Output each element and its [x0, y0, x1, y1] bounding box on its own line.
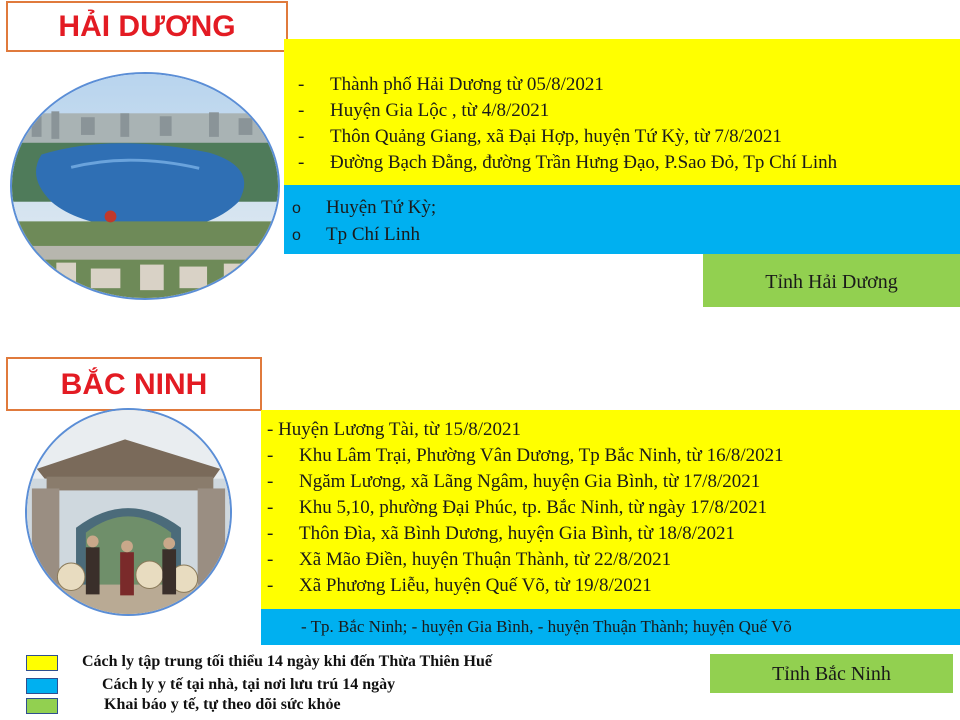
hai-duong-title: HẢI DƯƠNG: [6, 1, 288, 52]
legend-label: Cách ly tập trung tối thiểu 14 ngày khi đến Thừa Thiên Huế: [82, 653, 492, 670]
temple-gate-image: [27, 410, 230, 614]
lake-city-image: [12, 74, 278, 298]
legend-label: Khai báo y tế, tự theo dõi sức khỏe: [104, 696, 341, 713]
list-item: - Xã Phương Liễu, huyện Quế Võ, từ 19/8/2021: [267, 575, 652, 596]
list-item: - Xã Mão Điền, huyện Thuận Thành, từ 22/8/2021: [267, 549, 672, 570]
list-item: o Huyện Tứ Kỳ;: [292, 197, 437, 218]
legend-swatch-green: [26, 698, 58, 714]
legend-label: Cách ly y tế tại nhà, tại nơi lưu trú 14 ngày: [102, 676, 396, 693]
hai-duong-province-label: Tỉnh Hải Dương: [703, 254, 960, 307]
list-item: - Thôn Đìa, xã Bình Dương, huyện Gia Bình, từ 18/8/2021: [267, 523, 735, 544]
bac-ninh-title: BẮC NINH: [6, 357, 262, 411]
hai-duong-concentrated-quarantine-areas: [284, 39, 960, 185]
bac-ninh-photo: [25, 408, 232, 616]
legend-swatch-yellow: [26, 655, 58, 671]
list-item: - Ngăm Lương, xã Lãng Ngâm, huyện Gia Bình, từ 17/8/2021: [267, 471, 761, 492]
list-item: - Thôn Quảng Giang, xã Đại Hợp, huyện Tứ Kỳ, từ 7/8/2021: [298, 126, 782, 147]
bac-ninh-home-quarantine-areas: - Tp. Bắc Ninh; - huyện Gia Bình, - huyện Thuận Thành; huyện Quế Võ: [261, 609, 960, 645]
bac-ninh-concentrated-quarantine-areas: [261, 410, 960, 609]
list-item: - Đường Bạch Đằng, đường Trần Hưng Đạo, P.Sao Đỏ, Tp Chí Linh: [298, 152, 838, 173]
list-item: - Thành phố Hải Dương từ 05/8/2021: [298, 74, 604, 95]
legend-swatch-blue: [26, 678, 58, 694]
hai-duong-photo: [10, 72, 280, 300]
list-item: - Huyện Gia Lộc , từ 4/8/2021: [298, 100, 550, 121]
list-item: o Tp Chí Linh: [292, 224, 420, 245]
list-item: - Khu Lâm Trại, Phường Vân Dương, Tp Bắc Ninh, từ 16/8/2021: [267, 445, 784, 466]
list-item: - Huyện Lương Tài, từ 15/8/2021: [267, 419, 522, 440]
bac-ninh-province-label: Tỉnh Bắc Ninh: [710, 654, 953, 693]
list-item: - Khu 5,10, phường Đại Phúc, tp. Bắc Ninh, từ ngày 17/8/2021: [267, 497, 768, 518]
hai-duong-home-quarantine-areas: [284, 185, 960, 254]
